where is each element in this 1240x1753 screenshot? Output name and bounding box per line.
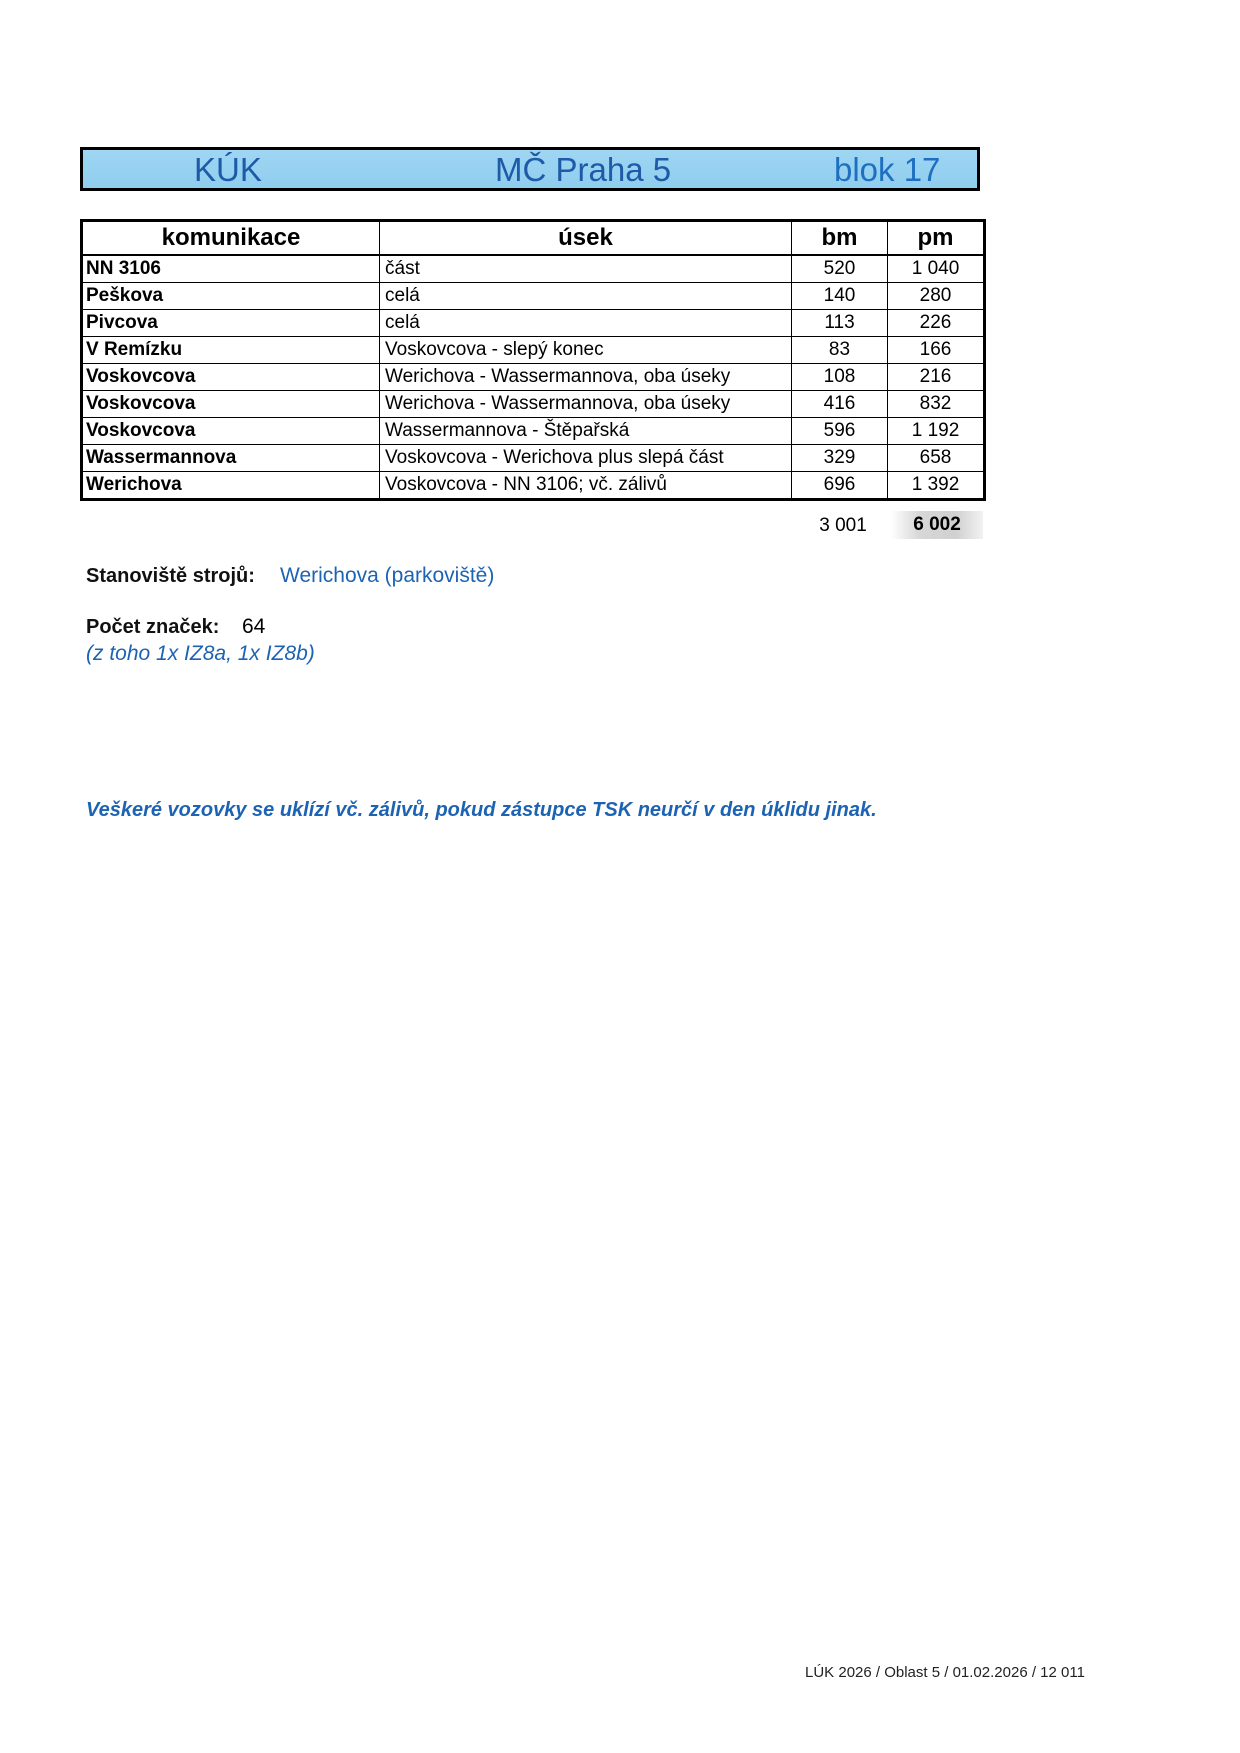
sign-count-note: (z toho 1x IZ8a, 1x IZ8b)	[86, 642, 315, 665]
table-row	[82, 390, 985, 417]
machine-station-label: Stanoviště strojů:	[86, 565, 255, 587]
cell-usek: Voskovcova - Werichova plus slepá část	[380, 444, 792, 471]
cell-pm: 226	[888, 309, 985, 336]
cell-usek: část	[380, 255, 792, 283]
col-header-usek: úsek	[380, 221, 792, 255]
page-footer: LÚK 2026 / Oblast 5 / 01.02.2026 / 12 011	[805, 1664, 1085, 1681]
cell-usek: Werichova - Wassermannova, oba úseky	[380, 363, 792, 390]
col-header-pm: pm	[888, 221, 985, 255]
cell-bm: 329	[792, 444, 888, 471]
table-row	[82, 309, 985, 336]
cell-komunikace: Wassermannova	[82, 444, 380, 471]
table-row	[82, 471, 985, 499]
cell-komunikace: Werichova	[82, 471, 380, 499]
cell-komunikace: V Remízku	[82, 336, 380, 363]
cell-pm: 832	[888, 390, 985, 417]
cell-usek: Wassermannova - Štěpařská	[380, 417, 792, 444]
table-row	[82, 363, 985, 390]
table-row	[82, 255, 985, 283]
cell-bm: 113	[792, 309, 888, 336]
cell-usek: celá	[380, 282, 792, 309]
cell-komunikace: Voskovcova	[82, 363, 380, 390]
sign-count-value: 64	[242, 615, 266, 638]
cleaning-note: Veškeré vozovky se uklízí vč. zálivů, pokud zástupce TSK neurčí v den úklidu jinak.	[86, 799, 877, 821]
total-bm: 3 001	[819, 515, 867, 536]
cell-bm: 696	[792, 471, 888, 499]
cell-komunikace: Voskovcova	[82, 417, 380, 444]
cell-bm: 520	[792, 255, 888, 283]
cell-usek: celá	[380, 309, 792, 336]
cell-komunikace: Peškova	[82, 282, 380, 309]
total-pm: 6 002	[891, 511, 983, 539]
cell-pm: 280	[888, 282, 985, 309]
cell-usek: Werichova - Wassermannova, oba úseky	[380, 390, 792, 417]
cell-bm: 83	[792, 336, 888, 363]
table-row	[82, 444, 985, 471]
cell-pm: 1 040	[888, 255, 985, 283]
cell-komunikace: Pivcova	[82, 309, 380, 336]
cell-pm: 166	[888, 336, 985, 363]
header-district: MČ Praha 5	[495, 151, 672, 188]
table-row	[82, 282, 985, 309]
cell-usek: Voskovcova - slepý konec	[380, 336, 792, 363]
cell-pm: 1 392	[888, 471, 985, 499]
cell-usek: Voskovcova - NN 3106; vč. zálivů	[380, 471, 792, 499]
table-header-row	[82, 221, 985, 255]
cell-pm: 1 192	[888, 417, 985, 444]
cell-pm: 658	[888, 444, 985, 471]
machine-station-value: Werichova (parkoviště)	[280, 564, 495, 587]
table-row	[82, 336, 985, 363]
roads-table	[80, 219, 986, 501]
cell-komunikace: Voskovcova	[82, 390, 380, 417]
sign-count-label: Počet značek:	[86, 616, 220, 638]
machine-station	[86, 564, 495, 588]
col-header-bm: bm	[792, 221, 888, 255]
cell-bm: 596	[792, 417, 888, 444]
sign-count	[86, 615, 266, 639]
cell-bm: 416	[792, 390, 888, 417]
cell-bm: 108	[792, 363, 888, 390]
block-header	[80, 147, 980, 191]
cell-komunikace: NN 3106	[82, 255, 380, 283]
col-header-komunikace: komunikace	[82, 221, 380, 255]
table-row	[82, 417, 985, 444]
header-block: blok 17	[834, 151, 941, 188]
header-org: KÚK	[194, 151, 262, 188]
cell-pm: 216	[888, 363, 985, 390]
cell-bm: 140	[792, 282, 888, 309]
